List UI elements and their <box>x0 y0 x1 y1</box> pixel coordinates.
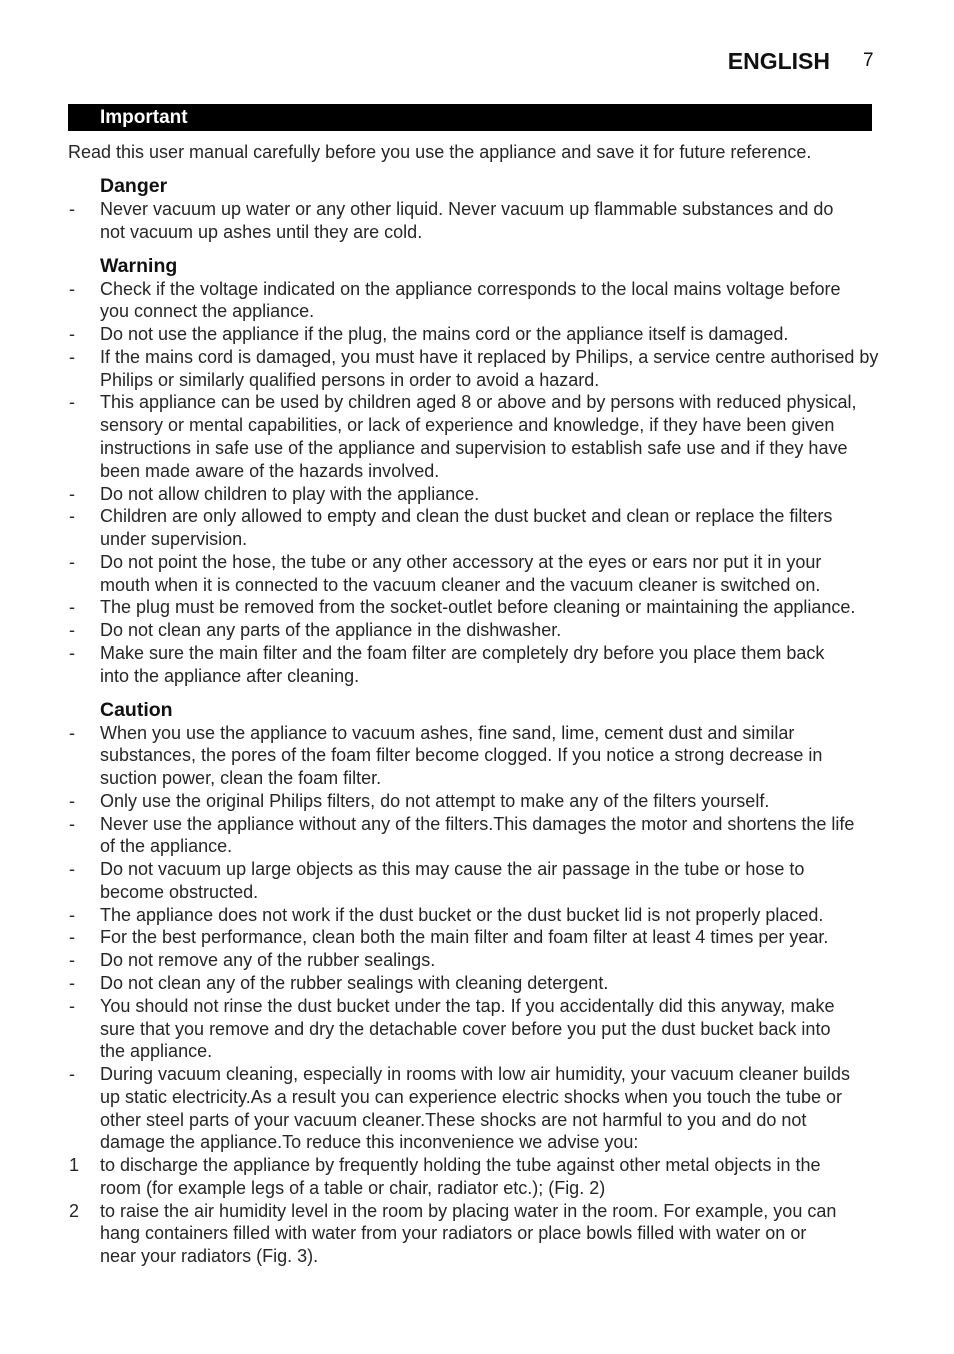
section-caution <box>68 699 888 1268</box>
list-item-text: Never use the appliance without any of the filters.This damages the motor and shortens the life of the appliance. <box>100 813 855 857</box>
caution-step-1 <box>68 1154 888 1200</box>
warning-heading: Warning <box>100 254 178 277</box>
caution-step-2 <box>68 1200 888 1268</box>
warning-item <box>68 346 888 392</box>
warning-item <box>68 278 888 324</box>
caution-item <box>68 722 888 790</box>
list-bullet: - <box>69 278 75 299</box>
document-body <box>68 141 888 1268</box>
list-bullet: - <box>69 904 75 925</box>
caution-item <box>68 995 888 1063</box>
list-bullet: - <box>69 972 75 993</box>
list-item-text: Check if the voltage indicated on the appliance corresponds to the local mains voltage before you connect the appliance. <box>100 278 841 322</box>
warning-item <box>68 596 888 619</box>
list-item-text: to discharge the appliance by frequently holding the tube against other metal objects in the room (for example legs of a table or chair, radiator etc.); (Fig. 2) <box>100 1155 821 1198</box>
list-bullet: - <box>69 483 75 504</box>
caution-item <box>68 949 888 972</box>
list-item-text: to raise the air humidity level in the room by placing water in the room. For example, you can hang containers filled with water from your radiators or place bowls filled with water on or near your radiators (Fig. 3). <box>100 1200 837 1267</box>
caution-item <box>68 790 888 813</box>
banner-title: Important <box>100 107 188 128</box>
caution-item <box>68 858 888 904</box>
list-bullet: - <box>69 1064 75 1085</box>
list-item-text: Do not clean any of the rubber sealings with cleaning detergent. <box>100 972 609 993</box>
section-danger <box>68 175 888 243</box>
list-bullet: - <box>69 950 75 971</box>
list-item-text: The plug must be removed from the socket-outlet before cleaning or maintaining the appliance. <box>100 597 856 618</box>
danger-item <box>68 198 888 244</box>
page-number: 7 <box>863 50 874 71</box>
list-item-text: Do not vacuum up large objects as this may cause the air passage in the tube or hose to become obstructed. <box>100 859 805 902</box>
caution-item <box>68 1063 888 1154</box>
warning-item <box>68 505 888 551</box>
list-bullet: - <box>69 927 75 948</box>
page-header-language: ENGLISH <box>727 48 830 74</box>
intro-paragraph: Read this user manual carefully before you use the appliance and save it for future reference. <box>68 142 812 162</box>
list-item-text: Make sure the main filter and the foam filter are completely dry before you place them back into the appliance after cleaning. <box>100 642 825 686</box>
list-item-text: When you use the appliance to vacuum ashes, fine sand, lime, cement dust and similar substances, the pores of the foam filter become clogged. If you notice a strong decrease in suction power, clean the foam filter. <box>100 722 823 789</box>
list-item-text: Do not clean any parts of the appliance in the dishwasher. <box>100 620 562 641</box>
list-bullet: - <box>69 506 75 527</box>
warning-item <box>68 642 888 688</box>
list-item-text: During vacuum cleaning, especially in rooms with low air humidity, your vacuum cleaner builds up static electricity.As a result you can experience electric shocks when you touch the tube or other steel parts of your vacuum cleaner.These shocks are not harmful to you and do not damage the appliance.To reduce this inconvenience we advise you: <box>100 1064 850 1153</box>
warning-item <box>68 619 888 642</box>
important-banner <box>68 104 872 131</box>
list-bullet: - <box>69 995 75 1016</box>
list-item-text: This appliance can be used by children aged 8 or above and by persons with reduced physical, sensory or mental capabilities, or lack of experience and knowledge, if they have been given instructions in safe use of the appliance and supervision to establish safe use and if they have been made aware of the hazards involved. <box>100 392 857 481</box>
warning-item <box>68 483 888 506</box>
list-item-text: Children are only allowed to empty and clean the dust bucket and clean or replace the filters under supervision. <box>100 506 833 550</box>
caution-item <box>68 904 888 927</box>
list-number: 2 <box>69 1200 80 1221</box>
list-bullet: - <box>69 620 75 641</box>
danger-heading: Danger <box>100 175 168 198</box>
list-bullet: - <box>69 790 75 811</box>
warning-item <box>68 551 888 597</box>
list-bullet: - <box>69 642 75 663</box>
list-item-text: Do not allow children to play with the appliance. <box>100 483 480 504</box>
list-bullet: - <box>69 551 75 572</box>
list-item-text: Only use the original Philips filters, do not attempt to make any of the filters yourself. <box>100 790 770 811</box>
list-item-text: Do not point the hose, the tube or any other accessory at the eyes or ears nor put it in your mouth when it is connected to the vacuum cleaner and the vacuum cleaner is switched on. <box>100 551 822 595</box>
list-bullet: - <box>69 392 75 413</box>
list-item-text: You should not rinse the dust bucket under the tap. If you accidentally did this anyway, make sure that you remove and dry the detachable cover before you put the dust bucket back into the appliance. <box>100 995 835 1062</box>
list-number: 1 <box>69 1155 80 1176</box>
list-bullet: - <box>69 324 75 345</box>
list-item-text: For the best performance, clean both the main filter and foam filter at least 4 times per year. <box>100 927 829 948</box>
caution-heading: Caution <box>100 698 173 721</box>
caution-item <box>68 813 888 859</box>
list-item-text: The appliance does not work if the dust bucket or the dust bucket lid is not properly placed. <box>100 904 824 925</box>
list-bullet: - <box>69 198 75 219</box>
list-bullet: - <box>69 813 75 834</box>
warning-item <box>68 391 888 482</box>
list-item-text: Never vacuum up water or any other liquid. Never vacuum up flammable substances and do not vacuum up ashes until they are cold. <box>100 198 834 242</box>
caution-item <box>68 926 888 949</box>
list-item-text: If the mains cord is damaged, you must have it replaced by Philips, a service centre authorised by Philips or similarly qualified persons in order to avoid a hazard. <box>100 346 879 390</box>
list-bullet: - <box>69 722 75 743</box>
list-item-text: Do not use the appliance if the plug, the mains cord or the appliance itself is damaged. <box>100 324 789 345</box>
caution-item <box>68 972 888 995</box>
list-bullet: - <box>69 859 75 880</box>
list-bullet: - <box>69 597 75 618</box>
list-bullet: - <box>69 346 75 367</box>
warning-item <box>68 323 888 346</box>
list-item-text: Do not remove any of the rubber sealings. <box>100 950 436 971</box>
section-warning <box>68 255 888 688</box>
